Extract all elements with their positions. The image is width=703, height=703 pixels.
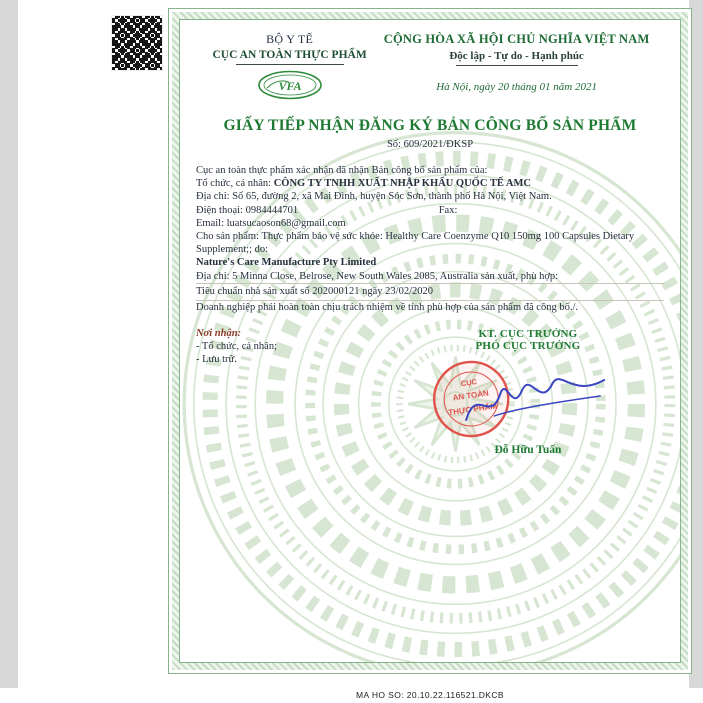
certificate-content <box>196 32 664 456</box>
footer-code: MA HO SO: 20.10.22.116521.DKCB <box>356 690 504 700</box>
stamp-and-signature <box>402 356 654 442</box>
email-value: luatsucaoson68@gmail.com <box>226 217 346 229</box>
org-value: CÔNG TY TNHH XUẤT NHẬP KHẨU QUỐC TẾ AMC <box>273 178 531 190</box>
fax-label: Fax: <box>438 204 458 216</box>
recipients-block <box>196 328 402 456</box>
document-body <box>196 164 664 314</box>
motto-underline <box>456 65 578 66</box>
stamp-text-line2: AN TOÀN <box>452 388 490 403</box>
signer-title-line2: PHÓ CỤC TRƯỞNG <box>475 340 581 353</box>
ministry-name: BỘ Y TẾ <box>266 32 314 46</box>
national-block <box>383 32 664 105</box>
recipients-item-1: - Tổ chức, cá nhân; <box>196 341 278 353</box>
qr-code <box>112 16 162 70</box>
product-label: Cho sản phẩm: <box>196 231 259 243</box>
bottom-row <box>196 328 664 456</box>
address2-value: 5 Minna Close, Belrose, New South Wales 2085, Australia sản xuất, phù hợp: <box>232 270 559 282</box>
address2-label: Địa chỉ: <box>196 270 230 282</box>
document-title: GIẤY TIẾP NHẬN ĐĂNG KÝ BẢN CÔNG BỐ SẢN PHẨM <box>223 117 637 134</box>
signer-title-line1: KT. CỤC TRƯỞNG <box>478 328 578 341</box>
issue-date: Hà Nội, ngày 20 tháng 01 năm 2021 <box>436 81 597 93</box>
address1-label: Địa chỉ: <box>196 191 230 203</box>
certificate-frame <box>168 8 692 674</box>
vfa-logo-text: VFA <box>278 79 302 93</box>
body-line-manufacturer: Nature's Care Manufacture Pty Limited <box>196 257 377 269</box>
frame-ornament-band <box>172 12 688 670</box>
body-line-disclaimer: Doanh nghiệp phải hoàn toàn chịu trách nhiệm về tính phù hợp của sản phẩm đã công bố./. <box>196 302 578 314</box>
stamp-text-line1: CỤC <box>460 377 478 389</box>
stamp-text-line3: THỰC PHẨM <box>447 401 498 418</box>
recipients-item-2: - Lưu trữ. <box>196 354 237 366</box>
signature-block <box>402 328 664 456</box>
body-line-organization <box>196 177 664 190</box>
body-line-standard: Tiêu chuẩn nhà sản xuất số 202000121 ngày 23/02/2020 <box>196 283 664 301</box>
national-title: CỘNG HÒA XÃ HỘI CHỦ NGHĨA VIỆT NAM <box>383 32 650 46</box>
phone-value: 0984444701 <box>245 204 299 216</box>
phone-label: Điện thoại: <box>196 204 243 216</box>
email-label: Email: <box>196 217 224 229</box>
body-line-product <box>196 230 664 256</box>
certificate-page <box>179 19 681 663</box>
product-value: Thực phẩm bảo vệ sức khỏe: Healthy Care Coenzyme Q10 150mg 100 Capsules Dietary Supplement;; do: <box>196 231 635 256</box>
official-stamp <box>406 356 616 442</box>
national-motto: Độc lập - Tự do - Hạnh phúc <box>449 50 584 62</box>
document-header <box>196 32 664 105</box>
recipients-label: Nơi nhận: <box>196 328 242 340</box>
body-line-address1 <box>196 190 664 203</box>
document-number: Số: 609/2021/ĐKSP <box>386 139 474 150</box>
body-line-phone-fax <box>196 204 664 217</box>
scan-margin-left <box>0 0 18 688</box>
address1-value: Số 65, đường 2, xã Mai Đình, huyện Sóc Sơn, thành phố Hà Nội, Việt Nam. <box>232 191 552 203</box>
body-line-address2 <box>196 270 664 283</box>
body-line-email <box>196 217 664 230</box>
org-label: Tổ chức, cá nhân: <box>196 178 272 190</box>
body-line-intro: Cục an toàn thực phẩm xác nhận đã nhận Bản công bố sản phẩm của: <box>196 165 488 176</box>
agency-underline <box>236 64 344 65</box>
agency-name: CỤC AN TOÀN THỰC PHẨM <box>212 49 367 61</box>
issuer-block <box>196 32 383 105</box>
vfa-logo <box>257 70 323 100</box>
signer-name: Đỗ Hữu Tuấn <box>494 444 562 457</box>
